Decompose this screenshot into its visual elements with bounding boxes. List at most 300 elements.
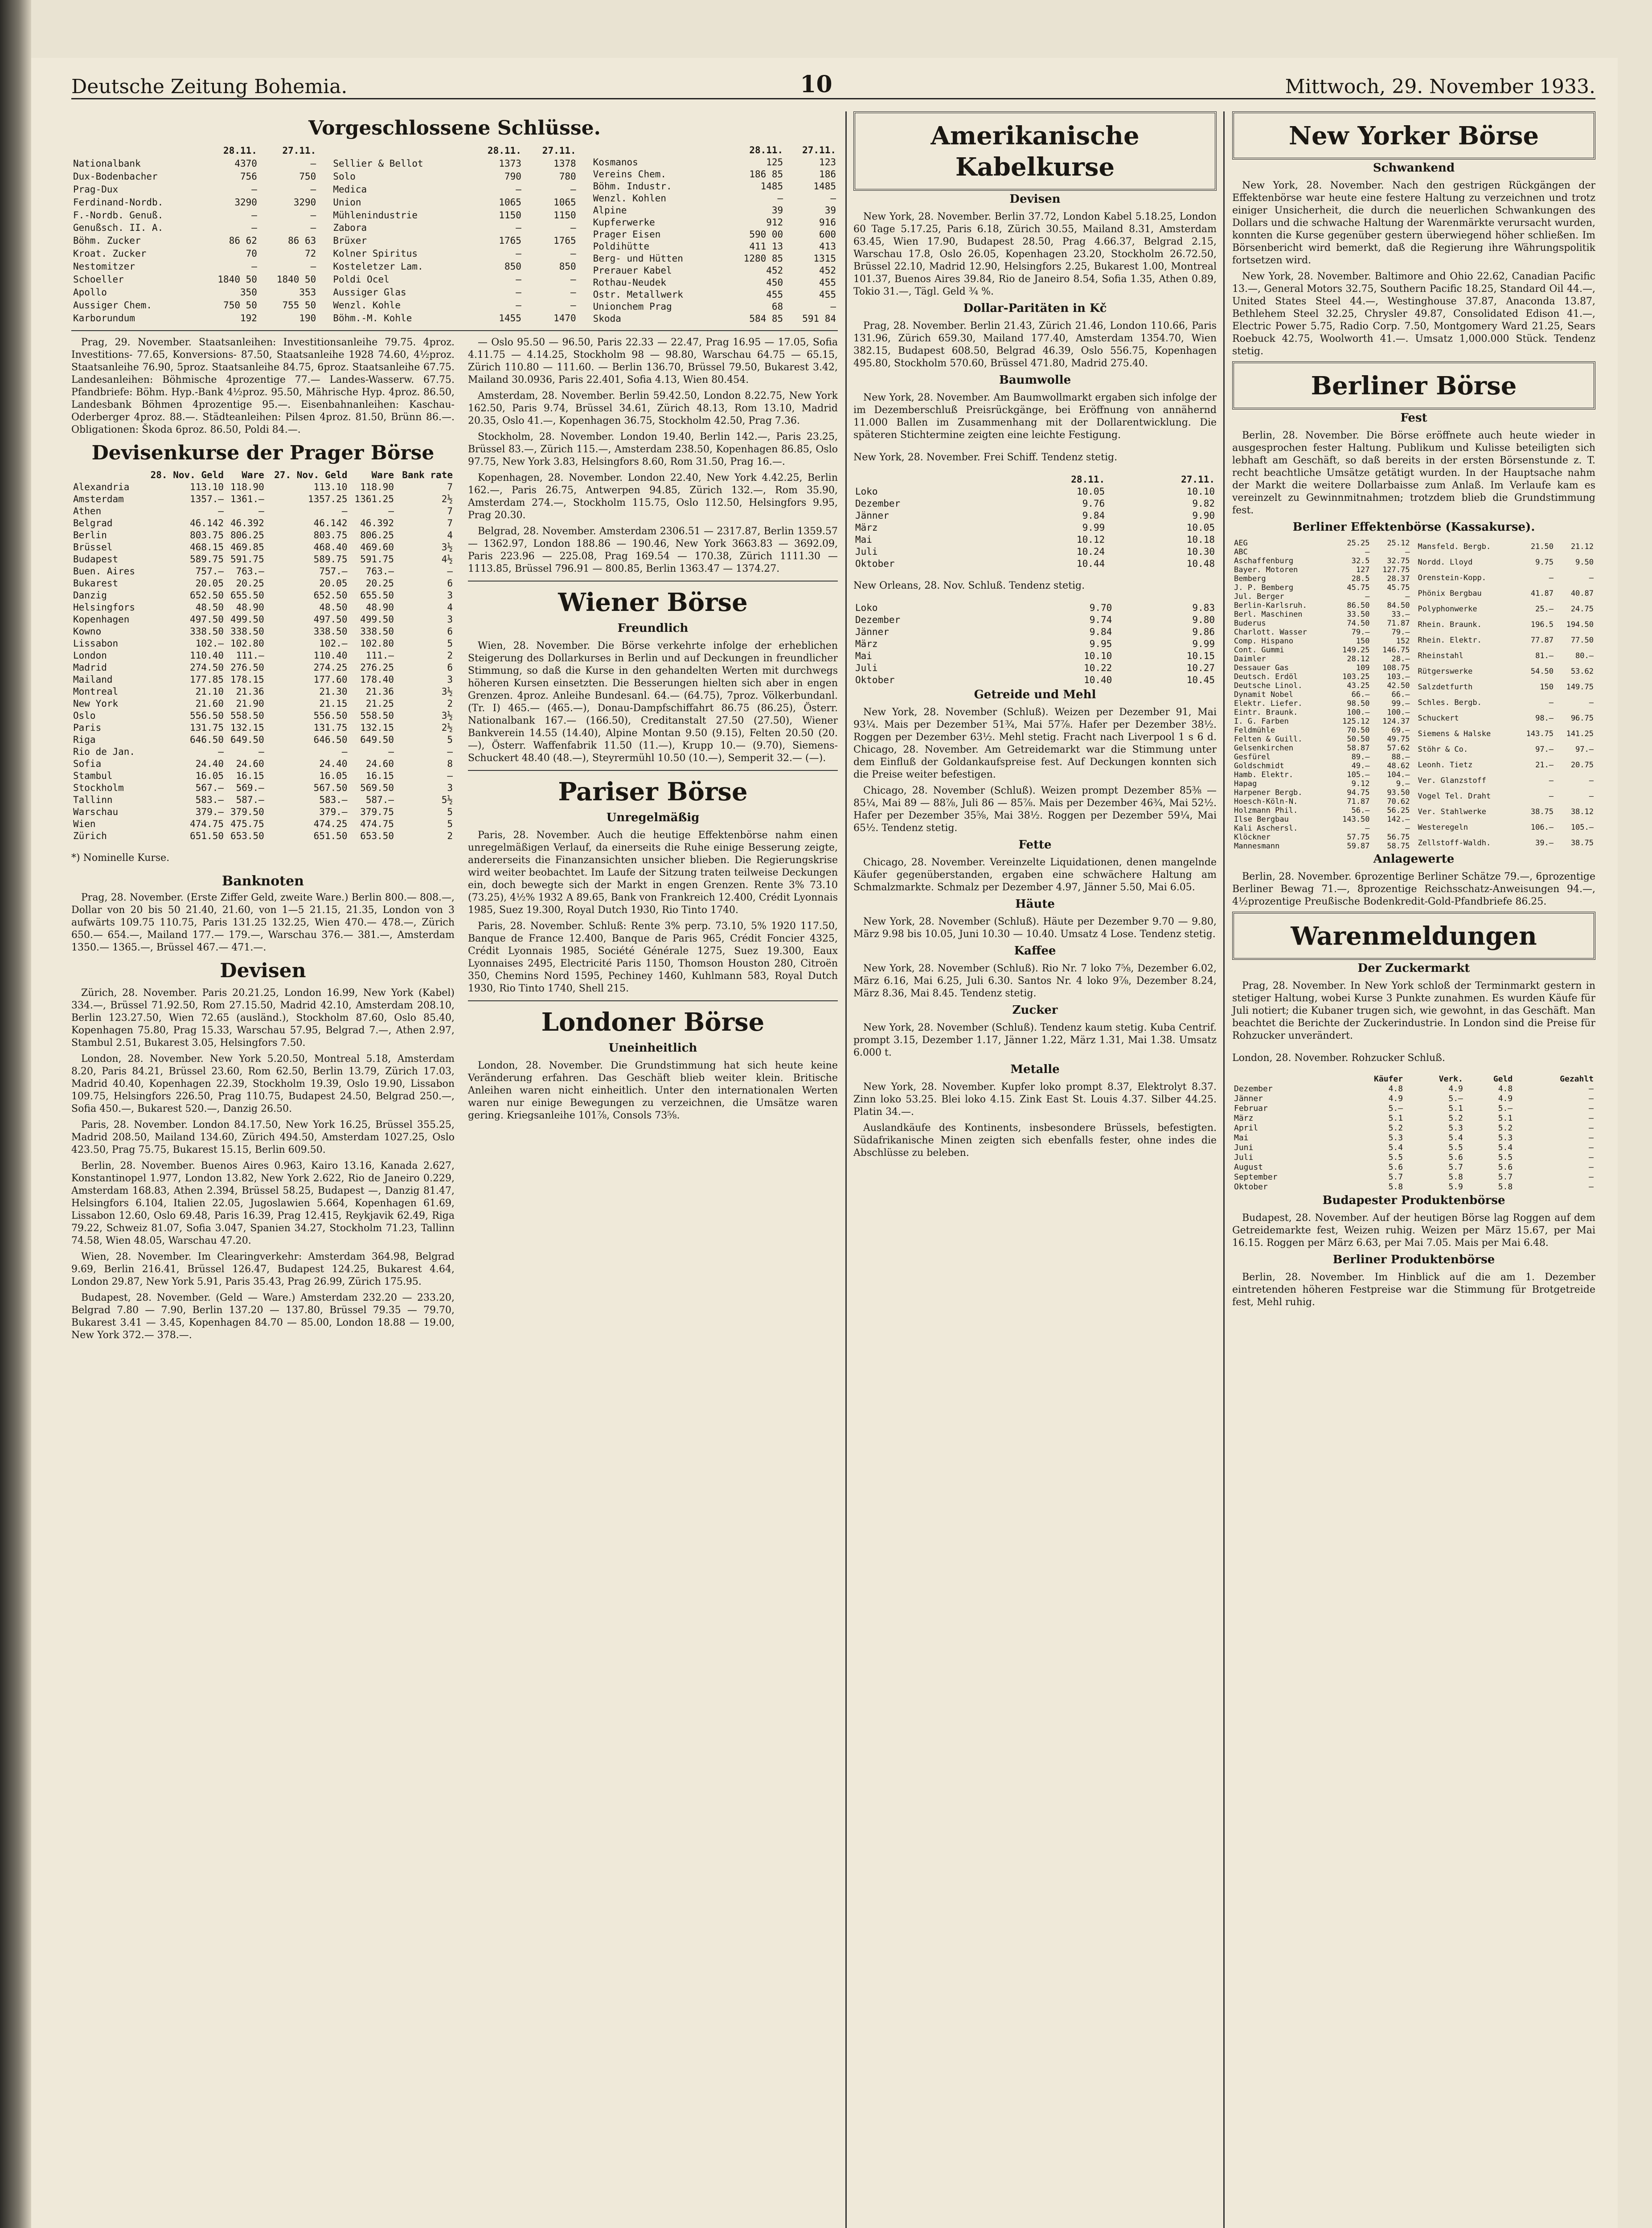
- table-cell: Oslo: [73, 710, 96, 721]
- table-cell: 1065: [553, 197, 576, 208]
- table-cell: 32.75: [1387, 557, 1410, 565]
- table-cell: —: [1589, 1172, 1594, 1182]
- table-cell: 66.—: [1351, 690, 1370, 699]
- table-cell: 912: [766, 217, 783, 228]
- table-cell: 70.62: [1387, 797, 1410, 806]
- table-row: [71, 626, 455, 638]
- table-cell: 192: [240, 312, 257, 324]
- column-3: [853, 111, 1217, 1163]
- table-cell: 97.—: [1535, 745, 1554, 754]
- table-cell: 186 85: [749, 169, 783, 180]
- table-cell: Cont. Gummi: [1234, 646, 1284, 655]
- table-cell: 5.2: [1498, 1123, 1513, 1133]
- table-cell: Kupferwerke: [593, 217, 655, 228]
- table-cell: Feldmühle: [1234, 726, 1275, 735]
- table-cell: 806.25: [230, 530, 264, 541]
- table-cell: 16.05: [195, 770, 224, 781]
- table-row: [71, 710, 455, 722]
- table-row: [331, 299, 578, 312]
- table-cell: Schles. Bergb.: [1418, 698, 1482, 707]
- table-cell: 9.99: [1082, 522, 1105, 533]
- table-cell: 9.80: [1192, 614, 1215, 625]
- table-cell: Rothau-Neudek: [593, 277, 667, 288]
- table-cell: 86 62: [229, 235, 257, 246]
- table-cell: Kopenhagen: [73, 614, 130, 625]
- table-cell: 803.75: [190, 530, 224, 541]
- table-cell: Medica: [333, 184, 367, 195]
- table-cell: 48.90: [365, 602, 394, 613]
- table-cell: 80.—: [1575, 651, 1594, 660]
- table-cell: 569.—: [236, 782, 264, 793]
- table-cell: 113.10: [313, 482, 348, 492]
- table-cell: 111.—: [236, 650, 264, 661]
- table-cell: 97.—: [1575, 745, 1594, 754]
- table-cell: 6: [447, 578, 453, 589]
- stockholm-text: Stockholm, 28. November. London 19.40, Berlin 142.—, Paris 23.25, Brüssel 83.—, Zürich 115.—, Amsterdam 238.50, Kopenhagen 86.85, Oslo 97.75, New York 3.83, Helsingfors 8.60, Rom 31.50, Prag 16.—.: [468, 431, 838, 467]
- kassakurse-table-right: [1416, 539, 1596, 851]
- column-header: 28.11.: [1071, 474, 1105, 485]
- table-cell: Helsingfors: [73, 602, 135, 613]
- table-row: [71, 553, 455, 565]
- table-row: [1232, 770, 1412, 779]
- table-cell: 1065: [499, 197, 521, 208]
- table-cell: 10.22: [1084, 663, 1112, 673]
- table-cell: 1840 50: [217, 274, 257, 285]
- table-cell: 21.—: [1535, 760, 1554, 770]
- table-cell: 46.392: [360, 518, 394, 528]
- table-cell: —: [388, 746, 394, 757]
- table-cell: 1315: [813, 253, 836, 264]
- table-cell: 474.25: [313, 819, 348, 829]
- table-row: [1232, 1172, 1595, 1182]
- table-row: [71, 565, 455, 577]
- column-header: Verk.: [1439, 1074, 1463, 1084]
- col1-left: [71, 336, 455, 1345]
- table-row: [71, 234, 318, 247]
- table-cell: Poldi Ocel: [333, 274, 389, 285]
- table-cell: 455: [766, 289, 783, 300]
- section-title-berliner-boerse: Berliner Börse: [1311, 371, 1517, 401]
- table-cell: Jänner: [1234, 1094, 1263, 1103]
- table-row: [1416, 835, 1596, 851]
- table-cell: 5.—: [1388, 1104, 1403, 1113]
- table-cell: Prag-Dux: [73, 184, 119, 195]
- column-header: Ware: [242, 470, 264, 480]
- table-cell: Bayer. Motoren: [1234, 565, 1298, 574]
- table-cell: 655.50: [230, 590, 264, 601]
- table-cell: —: [258, 746, 264, 757]
- table-header-row: [853, 474, 1217, 486]
- table-cell: —: [1549, 698, 1554, 707]
- table-cell: 591.75: [360, 554, 394, 565]
- dollar-paritaeten-text: Prag, 28. November. Berlin 21.43, Zürich 21.46, London 110.66, Paris 131.96, Zürich 659.30, Mailand 177.40, Amsterdam 1354.70, Wien 382.15, Budapest 608.50, Belgrad 46.39, Oslo 556.75, Kopenhagen 495.80, Stockholm 570.60, Brüssel 471.80, Madrid 275.40.: [853, 320, 1217, 369]
- table-cell: 110.40: [190, 650, 224, 661]
- table-cell: —: [1589, 776, 1594, 785]
- table-row: [71, 590, 455, 602]
- table-row: [71, 517, 455, 529]
- table-cell: Oktober: [855, 675, 895, 685]
- table-cell: 9.70: [1089, 602, 1112, 613]
- table-cell: 590 00: [749, 229, 783, 240]
- table-cell: —: [218, 506, 224, 516]
- table-row: [71, 698, 455, 710]
- section-title-new-yorker-boerse: New Yorker Börse: [1288, 121, 1539, 151]
- table-cell: 455: [819, 289, 836, 300]
- budapest-produkten-title: Budapester Produktenbörse: [1322, 1194, 1505, 1207]
- table-cell: Budapest: [73, 554, 119, 565]
- table-header-row: [331, 144, 578, 157]
- table-row: [853, 546, 1217, 558]
- table-cell: Berlin-Karlsruh.: [1234, 601, 1307, 610]
- table-cell: 10.18: [1186, 534, 1215, 545]
- table-row: [591, 241, 838, 253]
- table-cell: Mai: [1234, 1133, 1249, 1143]
- pariser-subtitle: Unregelmäßig: [606, 811, 700, 824]
- table-cell: London: [73, 650, 107, 661]
- table-cell: 5.6: [1448, 1153, 1463, 1162]
- table-cell: Brüxer: [333, 235, 367, 246]
- page-header: [71, 67, 1595, 99]
- table-row: [1232, 646, 1412, 655]
- table-cell: 2: [447, 650, 453, 661]
- table-cell: —: [516, 300, 521, 311]
- table-cell: 124.37: [1382, 717, 1410, 726]
- table-row: [71, 529, 455, 541]
- table-cell: 40.87: [1570, 589, 1594, 598]
- table-cell: April: [1234, 1123, 1258, 1133]
- table-row: [71, 770, 455, 782]
- schluesse-table-2: [331, 144, 578, 325]
- table-cell: Oktober: [855, 558, 895, 569]
- table-cell: —: [258, 506, 264, 516]
- table-cell: 57.75: [1347, 833, 1370, 842]
- table-cell: 25.12: [1387, 539, 1410, 548]
- metalle-text: New York, 28. November. Kupfer loko prompt 8.37, Elektrolyt 8.37. Zinn loko 53.25. Blei loko 4.15. Zink East St. Louis 4.37. Silber 44.25. Platin 34.—.: [853, 1081, 1217, 1118]
- table-cell: 21.30: [319, 686, 348, 697]
- table-cell: 1357.25: [308, 494, 348, 504]
- table-row: [1232, 681, 1412, 690]
- table-cell: 9.74: [1089, 614, 1112, 625]
- table-cell: 413: [819, 241, 836, 252]
- table-row: [1232, 717, 1412, 726]
- table-cell: —: [1405, 548, 1410, 557]
- table-cell: 10.12: [1076, 534, 1105, 545]
- table-cell: 43.25: [1347, 681, 1370, 690]
- section-title-devisenkurse: Devisenkurse der Prager Börse: [91, 442, 435, 464]
- table-row: [1232, 1153, 1595, 1163]
- section-title-devisen: Devisen: [220, 959, 306, 982]
- table-cell: 468.40: [313, 542, 348, 553]
- table-cell: 499.50: [230, 614, 264, 625]
- table-cell: 48.90: [236, 602, 264, 613]
- haeute-title: Häute: [1015, 897, 1055, 911]
- schluesse-table-1: [71, 144, 318, 325]
- berliner-produkten-text: Berlin, 28. November. Im Hinblick auf die am 1. Dezember eintretenden höheren Festpreise war die Stimmung für Brotgetreide fest, Mehl ruhig.: [1232, 1272, 1595, 1308]
- zuckermarkt-title: Der Zuckermarkt: [1357, 962, 1470, 975]
- table-row: [1232, 788, 1412, 797]
- table-row: [853, 626, 1217, 638]
- table-cell: 583.—: [319, 795, 348, 805]
- table-cell: 86.50: [1347, 601, 1370, 610]
- table-cell: Stockholm: [73, 782, 124, 793]
- table-row: [1416, 586, 1596, 601]
- table-cell: Westeregeln: [1418, 823, 1468, 832]
- table-cell: Apollo: [73, 287, 107, 298]
- column-header: 28.11.: [749, 145, 783, 156]
- table-cell: 556.50: [190, 710, 224, 721]
- table-cell: Juli: [1234, 1153, 1254, 1162]
- table-row: [331, 222, 578, 235]
- table-cell: Gesfürel: [1234, 753, 1271, 762]
- table-cell: New York: [73, 698, 119, 709]
- table-cell: 99.—: [1391, 699, 1410, 708]
- table-row: [1232, 753, 1412, 762]
- table-row: [591, 205, 838, 217]
- table-cell: 71.87: [1347, 797, 1370, 806]
- table-cell: 59.87: [1347, 842, 1370, 851]
- table-cell: Mühlenindustrie: [333, 209, 418, 221]
- table-row: [591, 265, 838, 277]
- table-cell: 178.40: [360, 674, 394, 685]
- table-row: [71, 818, 455, 830]
- table-cell: 350: [240, 287, 257, 298]
- table-cell: 1150: [499, 209, 521, 221]
- table-cell: 2: [447, 831, 453, 841]
- table-header-row: [71, 144, 318, 157]
- table-cell: J. P. Bemberg: [1234, 583, 1294, 592]
- table-row: [1416, 804, 1596, 819]
- table-row: [71, 794, 455, 806]
- table-row: [1232, 1143, 1595, 1153]
- table-row: [331, 234, 578, 247]
- table-cell: —: [1365, 548, 1370, 557]
- table-cell: Siemens & Halske: [1418, 729, 1491, 738]
- table-cell: 196.5: [1530, 620, 1554, 629]
- table-cell: 10.10: [1084, 651, 1112, 661]
- table-cell: 649.50: [230, 734, 264, 745]
- table-cell: 3: [447, 614, 453, 625]
- orleans-cotton-heading: New Orleans, 28. Nov. Schluß. Tendenz stetig.: [853, 580, 1085, 591]
- table-cell: 21.10: [195, 686, 224, 697]
- zuckermarkt-text: Prag, 28. November. In New York schloß der Terminmarkt gestern in stetiger Haltung, wobei Kurse 3 Punkte zunahmen. Es wurden Käufe für Juli notiert; die Kubaner trugen sich, wie gewohnt, in das Geschäft. Man beachtet die Berichte der Zuckerindustrie. In London sind die Preise für Rohzucker unverändert.: [1232, 980, 1595, 1041]
- table-row: [591, 180, 838, 192]
- table-cell: 600: [819, 229, 836, 240]
- table-cell: 69.—: [1391, 726, 1410, 735]
- table-cell: Rütgerswerke: [1418, 667, 1473, 676]
- table-row: [591, 277, 838, 289]
- table-cell: 5.5: [1448, 1143, 1463, 1152]
- table-cell: 651.50: [190, 831, 224, 841]
- table-cell: Zellstoff-Waldh.: [1418, 838, 1491, 848]
- table-cell: 455: [819, 277, 836, 288]
- table-cell: —: [1589, 791, 1594, 801]
- table-row: [1232, 583, 1412, 592]
- table-cell: 81.—: [1535, 651, 1554, 660]
- table-cell: 33.—: [1391, 610, 1410, 619]
- table-cell: 143.50: [1342, 815, 1370, 824]
- table-cell: 10.27: [1186, 663, 1215, 673]
- table-row: [1232, 762, 1412, 770]
- table-cell: 587.—: [365, 795, 394, 805]
- getreide-text: New York, 28. November (Schluß). Weizen per Dezember 91, Mai 93¼. Mais per Dezember 51¾, Mai 57⅞. Hafer per Dezember 38½. Roggen per Dezember 63½. Mehl stetig. Fracht nach Liverpool 1 s 6 d. Chicago, 28. November. Am Getreidemarkt war die Stimmung unter dem Einfluß der Goldankaufspreise fest. Auf Deckungen konnten sich die Preise weiter befestigen.: [853, 707, 1217, 780]
- table-cell: 146.75: [1382, 646, 1410, 655]
- table-cell: Montreal: [73, 686, 119, 697]
- table-cell: 9.86: [1192, 627, 1215, 637]
- table-row: [1416, 741, 1596, 757]
- table-cell: 468.15: [190, 542, 224, 553]
- table-cell: Dezember: [855, 498, 901, 509]
- table-cell: —: [310, 184, 316, 195]
- table-cell: 3290: [293, 197, 316, 208]
- table-cell: 338.50: [230, 626, 264, 637]
- table-cell: März: [1234, 1114, 1254, 1123]
- table-cell: 1361.25: [354, 494, 394, 504]
- schluesse-table-3: [591, 144, 838, 325]
- table-row: [1232, 824, 1412, 833]
- table-cell: 338.50: [360, 626, 394, 637]
- table-cell: 21.36: [365, 686, 394, 697]
- table-cell: —: [388, 506, 394, 516]
- table-cell: 10.15: [1186, 651, 1215, 661]
- table-cell: 5.5: [1498, 1153, 1513, 1162]
- table-row: [1232, 690, 1412, 699]
- table-row: [1232, 601, 1412, 610]
- table-cell: Zürich: [73, 831, 107, 841]
- table-cell: —: [251, 209, 257, 221]
- table-cell: 5.1: [1388, 1114, 1403, 1123]
- table-row: [71, 222, 318, 235]
- pariser-text: Paris, 28. November. Auch die heutige Effektenbörse nahm einen unregelmäßigen Verlauf, da einerseits die Ruhe einige Besserung zeigte, andererseits die Finanzansichten unsicher blieben. Die Regierungskrise wird weiter beobachtet. Im Laufe der Sitzung traten teilweise Deckungen ein, doch bewegte sich der Markt in engen Grenzen. Rente 3% 73.10 (73.25), 4½% 1932 A 89.65, Bank von Frankreich 12.400, Crédit Lyonnais 1985, Suez 19.300, Royal Dutch 1930, Rio Tinto 1740.: [468, 830, 838, 916]
- table-cell: 850: [559, 261, 576, 272]
- table-cell: 6: [447, 626, 453, 637]
- table-cell: Brüssel: [73, 542, 113, 553]
- table-cell: 113.10: [190, 482, 224, 492]
- section-title-pariser-boerse: Pariser Börse: [558, 777, 748, 807]
- table-cell: 25.—: [1535, 604, 1554, 614]
- table-cell: 56.75: [1387, 833, 1410, 842]
- table-row: [1232, 726, 1412, 735]
- table-cell: —: [1549, 791, 1554, 801]
- london-devisen-text: London, 28. November. New York 5.20.50, Montreal 5.18, Amsterdam 8.20, Paris 84.21, Brüssel 23.60, Rom 62.50, Berlin 13.79, Zürich 17.03, Madrid 40.40, Kopenhagen 22.39, Stockholm 19.39, Oslo 19.90, Lissabon 109.75, Helsingfors 226.50, Prag 110.75, Budapest 24.50, Belgrad 250.—, Sofia 450.—, Bukarest 520.—, Danzig 26.50.: [71, 1053, 455, 1114]
- table-row: [331, 196, 578, 209]
- table-row: [1232, 1104, 1595, 1114]
- table-cell: Unionchem Prag: [593, 301, 672, 312]
- table-row: [71, 758, 455, 770]
- table-cell: 110.40: [313, 650, 348, 661]
- table-row: [1232, 735, 1412, 744]
- table-cell: 98.50: [1347, 699, 1370, 708]
- table-row: [71, 170, 318, 183]
- table-cell: 338.50: [313, 626, 348, 637]
- table-cell: Hapag: [1234, 779, 1257, 788]
- table-cell: —: [310, 261, 316, 272]
- table-cell: Kali Aschersl.: [1234, 824, 1298, 833]
- table-cell: 190: [299, 312, 316, 324]
- table-row: [71, 273, 318, 286]
- table-cell: —: [1405, 592, 1410, 601]
- table-cell: Schoeller: [73, 274, 124, 285]
- table-cell: Kolner Spiritus: [333, 248, 418, 259]
- table-cell: 9.12: [1351, 779, 1370, 788]
- table-row: [1232, 655, 1412, 663]
- table-row: [1232, 557, 1412, 565]
- belgrad-text: Belgrad, 28. November. Amsterdam 2306.51 — 2317.87, Berlin 1359.57 — 1362.97, London 188.86 — 190.46, New York 3663.83 — 3692.09, Paris 223.96 — 225.08, Prag 169.54 — 170.38, Zürich 1111.30 — 1113.85, Brüssel 796.91 — 800.85, Berlin 1363.47 — 1374.27.: [468, 526, 838, 574]
- table-row: [1232, 1123, 1595, 1133]
- table-cell: 5.3: [1388, 1133, 1403, 1143]
- table-cell: Dezember: [855, 614, 901, 625]
- table-cell: —: [516, 287, 521, 298]
- table-cell: 757.—: [319, 566, 348, 577]
- budapest-devisen-text: Budapest, 28. November. (Geld — Ware.) Amsterdam 232.20 — 233.20, Belgrad 7.80 — 7.90, Berlin 137.20 — 137.80, Brüssel 79.35 — 79.70, Bukarest 3.41 — 3.45, Kopenhagen 84.70 — 85.00, London 18.88 — 19.00, New York 372.— 378.—.: [71, 1292, 455, 1341]
- table-cell: Danzig: [73, 590, 107, 601]
- table-cell: 45.75: [1347, 583, 1370, 592]
- table-cell: 475.75: [230, 819, 264, 829]
- table-cell: 24.40: [319, 758, 348, 769]
- table-cell: 4.9: [1498, 1094, 1513, 1103]
- chicago-text: Chicago, 28. November (Schluß). Weizen prompt Dezember 85⅜ — 85¼, Mai 89 — 88⅞, Juli 86 — 85⅞. Mais per Dezember 46¾, Mai 52½. Hafer per Dezember 35⅝, Mai 38½. Roggen per Dezember 59¼, Mai 65½. Tendenz stetig.: [853, 785, 1217, 834]
- table-cell: 5.8: [1498, 1182, 1513, 1192]
- table-cell: —: [570, 287, 576, 298]
- table-cell: 10.24: [1076, 546, 1105, 557]
- table-row: [71, 493, 455, 505]
- table-row: [1232, 833, 1412, 842]
- table-cell: Comp. Hispano: [1234, 637, 1294, 646]
- section-title-londoner-boerse: Londoner Börse: [541, 1008, 765, 1037]
- fette-text: Chicago, 28. November. Vereinzelte Liquidationen, denen mangelnde Käufer gegenüberstanden, ergaben eine schwächere Haltung am Schmalzmarkte. Schmalz per Dezember 4.97, Jänner 5.50, Mai 6.05.: [853, 857, 1217, 893]
- table-cell: Wenzl. Kohle: [333, 300, 401, 311]
- table-cell: 46.392: [230, 518, 264, 528]
- table-cell: 652.50: [313, 590, 348, 601]
- table-cell: 5.2: [1388, 1123, 1403, 1133]
- table-cell: —: [570, 248, 576, 259]
- table-cell: 57.62: [1387, 744, 1410, 753]
- table-cell: 93.50: [1387, 788, 1410, 797]
- table-cell: —: [341, 506, 348, 516]
- table-cell: 106.—: [1530, 823, 1554, 832]
- table-cell: 103.—: [1387, 672, 1410, 681]
- table-cell: Union: [333, 197, 361, 208]
- table-cell: 152: [1396, 637, 1410, 646]
- table-cell: 109: [1356, 663, 1370, 672]
- table-row: [853, 522, 1217, 534]
- column-header: [71, 144, 200, 157]
- table-cell: 3: [447, 674, 453, 685]
- table-cell: 77.50: [1570, 635, 1594, 645]
- table-cell: —: [1589, 1094, 1594, 1103]
- table-cell: 84.50: [1387, 601, 1410, 610]
- table-row: [1232, 565, 1412, 574]
- table-cell: —: [570, 222, 576, 233]
- table-cell: —: [447, 746, 453, 757]
- table-cell: 9.—: [1396, 779, 1410, 788]
- table-row: [71, 806, 455, 818]
- table-cell: 9.84: [1089, 627, 1112, 637]
- table-row: [1232, 1182, 1595, 1192]
- table-cell: 25.25: [1347, 539, 1370, 548]
- table-cell: 556.50: [313, 710, 348, 721]
- table-cell: 100.—: [1347, 708, 1370, 717]
- table-cell: 16.15: [236, 770, 264, 781]
- table-cell: 3½: [441, 686, 453, 697]
- table-cell: 79.—: [1391, 628, 1410, 637]
- table-cell: 56.—: [1351, 806, 1370, 815]
- haeute-text: New York, 28. November (Schluß). Häute per Dezember 9.70 — 9.80, März 9.98 bis 10.05, Juni 10.30 — 10.40. Umsatz 4 Lose. Tendenz stetig.: [853, 916, 1217, 940]
- table-cell: 452: [766, 265, 783, 276]
- table-cell: Ferdinand-Nordb.: [73, 197, 164, 208]
- table-cell: Schuckert: [1418, 713, 1459, 723]
- table-cell: Deutsch. Erdöl: [1234, 672, 1298, 681]
- table-cell: 150: [1540, 682, 1554, 692]
